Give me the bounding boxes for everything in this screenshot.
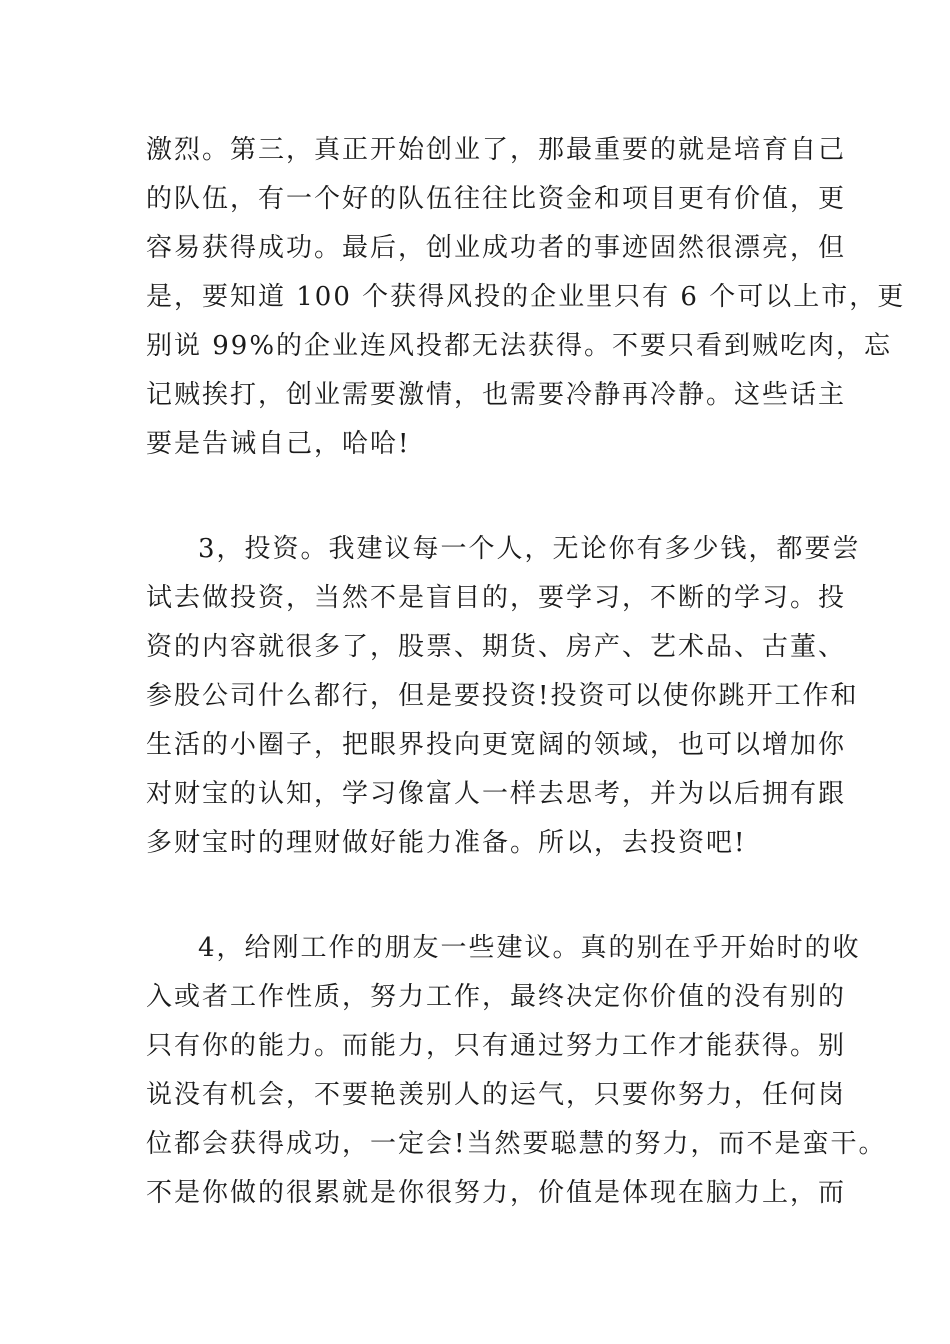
paragraph-2-line-7: 多财宝时的理财做好能力准备。所以，去投资吧! <box>146 828 747 858</box>
paragraph-1-line-4: 是，要知道 100 个获得风投的企业里只有 6 个可以上市，更 <box>146 282 906 312</box>
paragraph-2-line-2: 试去做投资，当然不是盲目的，要学习，不断的学习。投 <box>146 583 847 613</box>
paragraph-1-line-6: 记贼挨打，创业需要激情，也需要冷静再冷静。这些话主 <box>146 380 847 410</box>
paragraph-3-line-6: 不是你做的很累就是你很努力，价值是体现在脑力上，而 <box>146 1178 847 1208</box>
paragraph-3-line-1: 4，给刚工作的朋友一些建议。真的别在乎开始时的收 <box>198 933 861 963</box>
paragraph-3-line-2: 入或者工作性质，努力工作，最终决定你价值的没有别的 <box>146 982 847 1012</box>
paragraph-1-line-3: 容易获得成功。最后，创业成功者的事迹固然很漂亮，但 <box>146 233 847 263</box>
paragraph-3-line-4: 说没有机会，不要艳羡别人的运气，只要你努力，任何岗 <box>146 1080 847 1110</box>
paragraph-1-line-5: 别说 99%的企业连风投都无法获得。不要只看到贼吃肉，忘 <box>146 331 893 361</box>
paragraph-1-line-7: 要是告诫自己，哈哈! <box>146 429 411 459</box>
paragraph-2-line-5: 生活的小圈子，把眼界投向更宽阔的领域，也可以增加你 <box>146 730 847 760</box>
paragraph-1-line-1: 激烈。第三，真正开始创业了，那最重要的就是培育自己 <box>146 135 847 165</box>
paragraph-3-line-5: 位都会获得成功，一定会!当然要聪慧的努力，而不是蛮干。 <box>146 1129 887 1159</box>
paragraph-1-line-2: 的队伍，有一个好的队伍往往比资金和项目更有价值，更 <box>146 184 847 214</box>
paragraph-2-line-1: 3，投资。我建议每一个人，无论你有多少钱，都要尝 <box>198 534 861 564</box>
paragraph-2-line-4: 参股公司什么都行，但是要投资!投资可以使你跳开工作和 <box>146 681 859 711</box>
paragraph-2-line-6: 对财宝的认知，学习像富人一样去思考，并为以后拥有跟 <box>146 779 847 809</box>
paragraph-3-line-3: 只有你的能力。而能力，只有通过努力工作才能获得。别 <box>146 1031 847 1061</box>
paragraph-2-line-3: 资的内容就很多了，股票、期货、房产、艺术品、古董、 <box>146 632 847 662</box>
